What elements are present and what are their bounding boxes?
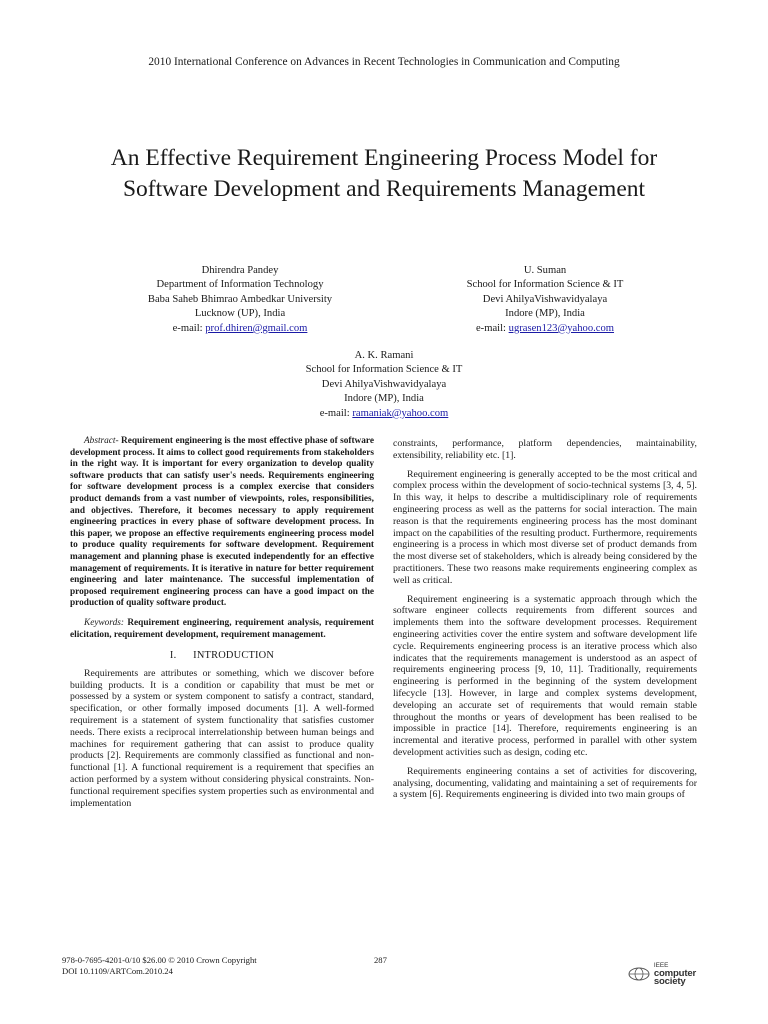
email-label: e-mail: — [475, 322, 509, 334]
author-org: Devi AhilyaVishwavidyalaya — [321, 378, 447, 390]
body-paragraph: Requirement engineering is a systematic approach through which the software engineer collects requirements from different sources and implements them into the software development processes. Requirement engineering activities cover the entire system and software development life cycle. Requirements engineering process is an iterative process which also indicates that the requirements management is understood as an aspect of requirements engineering process [9, 10, 11]. Traditionally, requirements engineering is performed in the beginning of the system development lifecycle [13]. However, in large and complex systems development, developing an accurate set of requirements that would remain stable throughout the months or years of development has been realised to be impossible in practice [14]. Therefore, requirements engineering is an incremental and iterative process, performed in parallel with other system development activities such as design, coding etc. — [393, 593, 697, 758]
body-paragraph: Requirements engineering contains a set of activities for discovering, analysing, documenting, validating and maintaining a set of requirements for a system [6]. Requirements engineering is divided into two main groups of — [393, 765, 697, 801]
author-email-link[interactable]: ugrasen123@yahoo.com — [508, 322, 615, 334]
footer-doi: DOI 10.1109/ARTCom.2010.24 — [62, 966, 173, 976]
keywords — [70, 618, 374, 641]
author-dept: School for Information Science & IT — [305, 364, 463, 376]
body-paragraph: Requirements are attributes or something, which we discover before building products. It is a condition or capability that must be met or possessed by a system or system component to satisfy a contract, standard, specification, or other formally imposed documents [1]. A well-formed requirement is a statement of system functionality that satisfies customer needs. There exists a reciprocal interrelationship between human beings and machines for requirement gathering that can assist to produce quality products [2]. Requirements are commonly classified as functional and non-functional [1]. A functional requirement is a requirement that specifies an action performed by a system without considering physical constraints. Non-functional requirement specifies system properties such as environmental and implementation — [70, 667, 374, 809]
author-dept: School for Information Science & IT — [466, 279, 624, 291]
body-paragraph: constraints, performance, platform dependencies, maintainability, extensibility, reliability etc. [1]. — [393, 438, 697, 461]
author-block-3 — [270, 349, 498, 421]
conference-header: 2010 International Conference on Advances in Recent Technologies in Communication and Computing — [148, 56, 620, 68]
abstract-label: Abstract- — [84, 436, 119, 446]
footer-copyright: 978-0-7695-4201-0/10 $26.00 © 2010 Crown Copyright — [62, 955, 257, 965]
author-dept: Department of Information Technology — [156, 279, 324, 291]
left-column — [70, 436, 374, 809]
keywords-text: Requirement engineering, requirement analysis, requirement elicitation, requirement development, requirement management. — [70, 617, 374, 640]
author-org: Baba Saheb Bhimrao Ambedkar University — [147, 293, 333, 305]
author-name: U. Suman — [523, 265, 567, 276]
author-org: Devi AhilyaVishwavidyalaya — [482, 293, 608, 305]
logo-line2: society — [653, 976, 686, 987]
section-title: INTRODUCTION — [193, 650, 275, 662]
ieee-computer-society-logo — [628, 962, 696, 986]
email-label: e-mail: — [319, 407, 353, 419]
author-location: Indore (MP), India — [344, 393, 424, 405]
paper-title: An Effective Requirement Engineering Process Model for Software Development and Requirements Management — [110, 145, 658, 202]
author-email-line — [432, 322, 658, 336]
email-label: e-mail: — [172, 322, 206, 334]
page-number: 287 — [374, 955, 387, 965]
author-location: Lucknow (UP), India — [194, 308, 286, 320]
right-column — [393, 438, 697, 801]
logo-ieee: IEEE — [653, 962, 669, 969]
author-email-line — [270, 407, 498, 421]
abstract — [70, 436, 374, 610]
author-email-link[interactable]: ramaniak@yahoo.com — [352, 407, 449, 419]
section-heading — [70, 650, 374, 662]
author-block-2 — [432, 264, 658, 336]
footer-copyright-block — [62, 955, 257, 977]
keywords-label: Keywords: — [84, 617, 124, 628]
author-block-1 — [118, 264, 362, 336]
author-email-link[interactable]: prof.dhiren@gmail.com — [205, 322, 308, 334]
abstract-text: Requirement engineering is the most effective phase of software development process. It aims to collect good requirements from stakeholders in the right way. It is important for every organization to develop quality software products that can satisfy user's needs. Requirements engineering for software development process is a complex exercise that considers product demands from a vast number of viewpoints, roles, responsibilities, and objectives. Therefore, it becomes necessary to apply requirement engineering practices in every phase of software development process. In this paper, we propose an effective requirements engineering process model to produce quality requirements for software development. Requirement management and planning phase is executed independently for an effective management of requirements. It is iterative in nature for better requirement engineering and later maintenance. The successful implementation of proposed requirement engineering process can have a good impact on the production of quality software product. — [70, 436, 374, 609]
logo-line1: computer — [653, 968, 696, 979]
author-email-line — [118, 322, 362, 336]
body-paragraph: Requirement engineering is generally accepted to be the most critical and complex process within the development of socio-technical systems [3, 4, 5]. In this way, it helps to describe a multidisciplinary role of requirements engineering process as well as the patterns for social interaction. The main reason is that the requirements engineering process has the most dominant impact on the capabilities of the resulting product. Furthermore, requirements engineering is a process in which most diverse set of product demands from the most diverse set of stakeholders, which is already being considered by the practitioners. These two reasons make requirements engineering complex as well as critical. — [393, 468, 697, 586]
section-number: I. — [169, 650, 177, 662]
globe-icon — [628, 967, 650, 981]
author-name: Dhirendra Pandey — [201, 265, 279, 276]
author-location: Indore (MP), India — [505, 308, 585, 320]
author-name: A. K. Ramani — [354, 350, 414, 361]
